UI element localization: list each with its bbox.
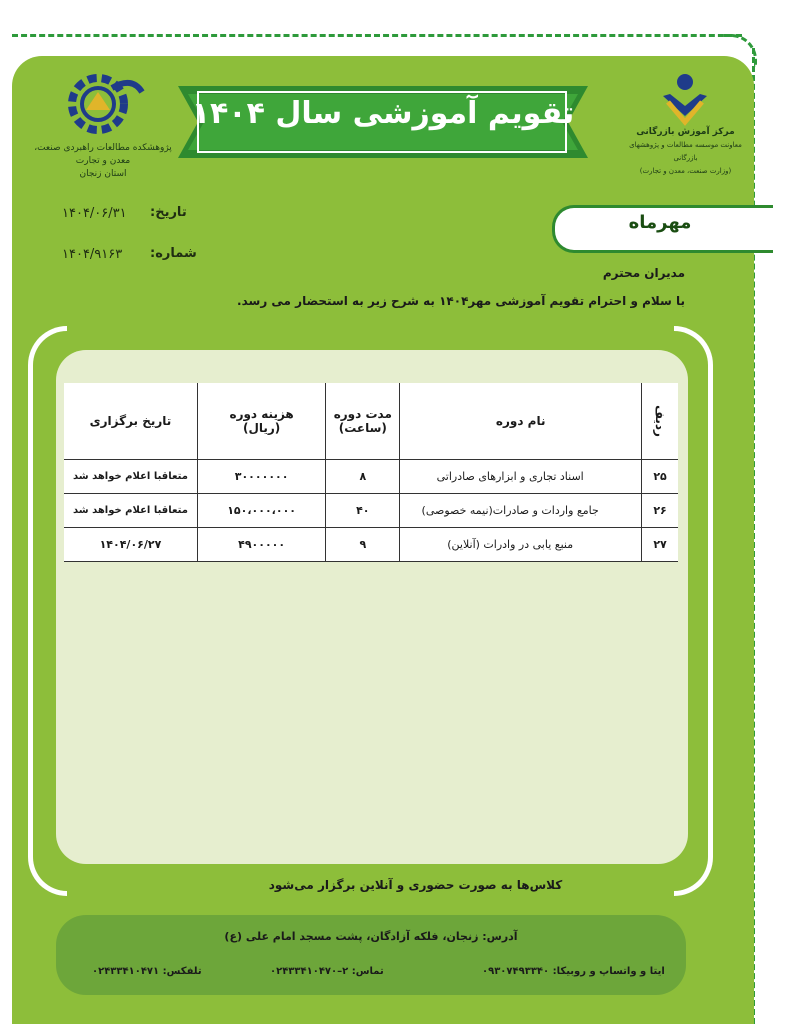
cell-duration: ۸ (326, 460, 400, 494)
commerce-training-center-logo (628, 72, 743, 182)
cell-course-name: جامع واردات و صادرات(نیمه خصوصی) (400, 494, 642, 528)
right-logo-caption-line3: (وزارت صنعت، معدن و تجارت) (639, 167, 732, 175)
header-row-number (642, 383, 678, 460)
right-logo-caption-line1: مرکز آموزش بازرگانی (636, 127, 735, 137)
right-logo-caption-line2: معاونت موسسه مطالعات و پژوهشهای بازرگانی (629, 141, 742, 162)
greeting-body: با سلام و احترام تقویم آموزشی مهر۱۴۰۴ به شرح زیر به استحضار می رسد. (237, 294, 685, 308)
table-row (64, 494, 678, 528)
header-cost-line2: (ریال) (242, 421, 281, 435)
contact-footer (56, 915, 686, 995)
cell-date: متعاقبا اعلام خواهد شد (64, 460, 197, 494)
cell-course-name: اسناد تجاری و ابزارهای صادراتی (400, 460, 642, 494)
header-row-number-text: ردیف (653, 405, 668, 437)
header-course-name: نام دوره (400, 383, 642, 460)
research-institute-logo (28, 66, 178, 186)
cell-date: متعاقبا اعلام خواهد شد (64, 494, 197, 528)
cell-cost: ۳۰۰۰۰۰۰۰ (197, 460, 325, 494)
cell-cost: ۱۵۰،۰۰۰،۰۰۰ (197, 494, 325, 528)
footer-address: آدرس: زنجان، فلکه آزادگان، پشت مسجد امام علی (ع) (224, 930, 518, 943)
header-cost-line1: هزینه دوره (229, 407, 294, 421)
number-label: شماره: (150, 246, 197, 261)
header-cost (197, 383, 325, 460)
header-duration-line1: مدت دوره (333, 407, 392, 421)
cell-row-number: ۲۵ (642, 460, 678, 494)
cell-duration: ۹ (326, 528, 400, 562)
footer-phone: تماس: ۲–۰۲۴۳۳۴۱۰۴۷۰ (270, 966, 384, 977)
left-logo-caption-line1: پژوهشکده مطالعات راهبردی صنعت، معدن و تجارت (34, 143, 172, 166)
cell-cost: ۴۹۰۰۰۰۰ (197, 528, 325, 562)
number-value: ۱۴۰۴/۹۱۶۳ (62, 247, 123, 262)
table-header-row (64, 383, 678, 460)
footer-fax: تلفکس: ۰۲۴۳۳۴۱۰۴۷۱ (92, 966, 202, 977)
left-logo-caption-line2: استان زنجان (79, 169, 127, 179)
cell-duration: ۴۰ (326, 494, 400, 528)
header-duration-line2: (ساعت) (338, 421, 387, 435)
right-logo-caption (628, 126, 743, 178)
figure-book-icon (663, 74, 707, 122)
date-value: ۱۴۰۴/۰۶/۳۱ (62, 206, 127, 221)
classes-format-note: کلاس‌ها به صورت حضوری و آنلاین برگزار می‌شود (268, 878, 563, 892)
page-title: تقویم آموزشی سال ۱۴۰۴ (191, 96, 575, 131)
left-logo-caption (28, 142, 178, 181)
cell-date: ۱۴۰۴/۰۶/۲۷ (64, 528, 197, 562)
table-row (64, 460, 678, 494)
header-duration (326, 383, 400, 460)
footer-messenger: ایتا و واتساپ و روبیکا: ۰۹۳۰۷۴۹۳۳۴۰ (482, 966, 665, 977)
course-table (64, 383, 678, 562)
cell-row-number: ۲۶ (642, 494, 678, 528)
cell-course-name: منبع یابی در وادرات (آنلاین) (400, 528, 642, 562)
cell-row-number: ۲۷ (642, 528, 678, 562)
table-row (64, 528, 678, 562)
header-date: تاریخ برگزاری (64, 383, 197, 460)
greeting-salutation: مدیران محترم (602, 266, 685, 280)
dashed-border-top (12, 34, 742, 37)
month-label: مهرماه (628, 212, 692, 233)
date-label: تاریخ: (150, 205, 187, 220)
gear-icon (72, 78, 142, 130)
